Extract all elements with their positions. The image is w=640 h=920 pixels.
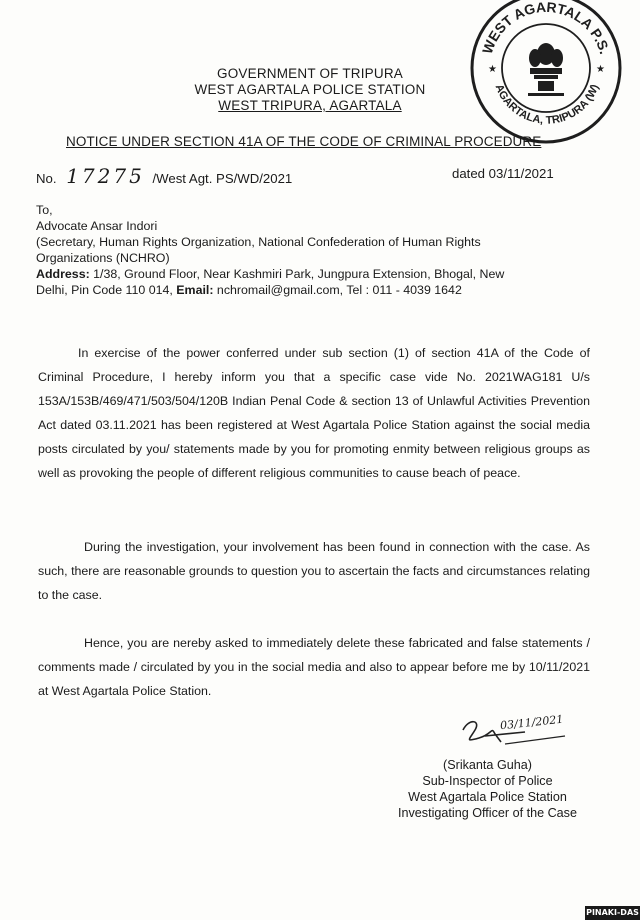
email-label: Email: xyxy=(176,283,214,297)
reference-number-line xyxy=(36,164,293,188)
paragraph-2: During the investigation, your involvement has been found in connection with the case. As such, there are reasonable grounds to question you to ascertain the facts and circumstances relating to the case. xyxy=(38,540,590,602)
seal-top-text: WEST AGARTALA P.S. xyxy=(478,0,614,56)
address-line-2a: Delhi, Pin Code 110 014, xyxy=(36,283,177,297)
ref-suffix: /West Agt. PS/WD/2021 xyxy=(152,171,293,186)
signatory-station: West Agartala Police Station xyxy=(408,790,567,804)
seal-star-left-icon: ★ xyxy=(488,64,497,75)
addressee-name: Advocate Ansar Indori xyxy=(36,219,158,233)
signatory-title: Sub-Inspector of Police xyxy=(422,774,553,788)
ref-handwritten-number: 17275 xyxy=(66,164,145,188)
signature-date: 03/11/2021 xyxy=(499,712,564,733)
header-line-3: WEST TRIPURA, AGARTALA xyxy=(218,98,402,113)
emblem-icon xyxy=(528,43,564,96)
paragraph-3: Hence, you are nereby asked to immediately delete these fabricated and false statements / comments made / circulated by you in the social media and also to appear before me by 10/11/2021 at West Agartala Police Station. xyxy=(38,636,590,698)
paragraph-1: In exercise of the power conferred under sub section (1) of section 41A of the Code of Criminal Procedure, I hereby inform you that a specific case vide No. 2021WAG181 U/s 153A/153B/469/471/503/504/120B Indian Penal Code & section 13 of Unlawful Activities Prevention Act dated 03.11.2021 has been registered at West Agartala Police Station against the social media posts circulated by you/ statements made by you for promoting enmity between religious groups as well as provoking the people of different religious communities to cause beach of peace. xyxy=(38,346,590,480)
seal-bottom-text: AGARTALA, TRIPURA (W) xyxy=(492,82,602,127)
address-label: Address: xyxy=(36,267,90,281)
signatory-role: Investigating Officer of the Case xyxy=(398,806,577,820)
to-label: To, xyxy=(36,203,53,217)
address-line-1: 1/38, Ground Floor, Near Kashmiri Park, Jungpura Extension, Bhogal, New xyxy=(89,267,505,281)
notice-title: NOTICE UNDER SECTION 41A OF THE CODE OF CRIMINAL PROCEDURE xyxy=(66,134,542,149)
addressee-address-2 xyxy=(36,282,462,299)
seal-graphic xyxy=(466,0,626,148)
notice-date: dated 03/11/2021 xyxy=(452,166,554,181)
header-line-2: WEST AGARTALA POLICE STATION xyxy=(194,82,426,97)
police-station-seal xyxy=(466,0,626,148)
watermark-label: PINAKI-DAS xyxy=(585,906,640,920)
addressee-designation-1: (Secretary, Human Rights Organization, National Confederation of Human Rights xyxy=(36,235,481,249)
addressee-designation-2: Organizations (NCHRO) xyxy=(36,251,170,265)
address-line-2b: nchromail@gmail.com, Tel : 011 - 4039 1642 xyxy=(213,283,462,297)
header-line-1: GOVERNMENT OF TRIPURA xyxy=(217,66,403,81)
ref-prefix: No. xyxy=(36,171,57,186)
addressee-address-1 xyxy=(36,266,504,283)
signatory-name: (Srikanta Guha) xyxy=(443,758,532,772)
seal-star-right-icon: ★ xyxy=(596,64,605,75)
